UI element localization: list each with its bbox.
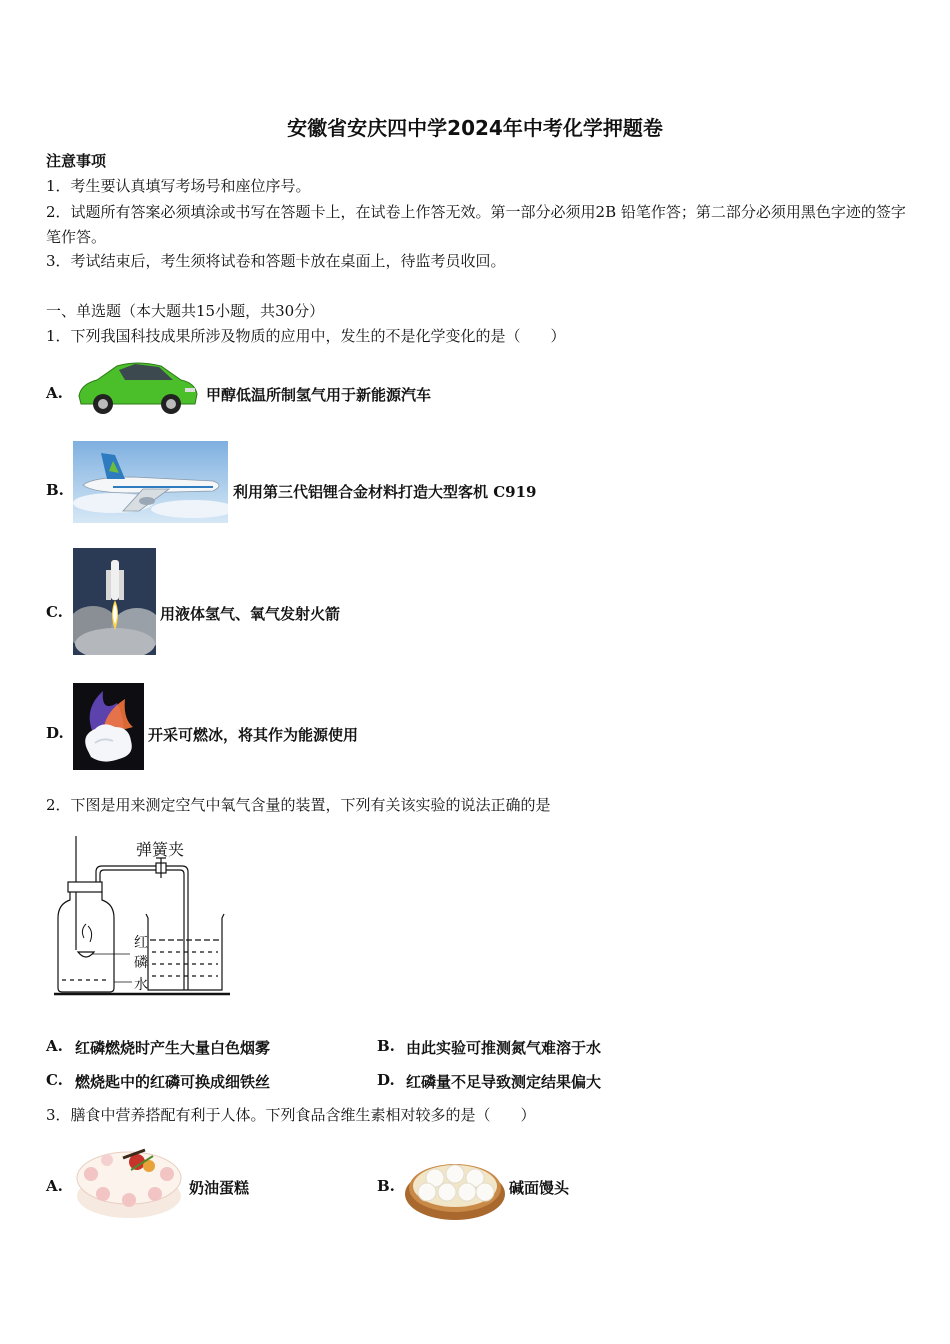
- q2-option-c-letter: C.: [46, 1071, 63, 1089]
- rocket-launch-image: [73, 548, 156, 655]
- cream-cake-image: [73, 1136, 186, 1222]
- q2-stem: 2．下图是用来测定空气中氧气含量的装置，下列有关该实验的说法正确的是: [46, 796, 551, 814]
- water-label: 水: [134, 977, 148, 993]
- q3-option-b-text: 碱面馒头: [509, 1179, 570, 1197]
- q3-stem: 3．膳食中营养搭配有利于人体。下列食品含维生素相对较多的是（ ）: [46, 1106, 536, 1124]
- q1-option-d-letter: D.: [46, 724, 64, 742]
- notice-item-1: 1．考生要认真填写考场号和座位序号。: [46, 177, 311, 195]
- phosphorus-label-2: 磷: [134, 955, 148, 971]
- q1-option-d-text: 开采可燃冰，将其作为能源使用: [148, 726, 359, 744]
- clamp-label: 弹簧夹: [136, 840, 185, 859]
- q2-option-a-text: 红磷燃烧时产生大量白色烟雾: [75, 1039, 271, 1057]
- q1-option-c-letter: C.: [46, 603, 63, 621]
- q1-option-c-text: 用液体氢气、氧气发射火箭: [160, 605, 341, 623]
- q1-option-b-letter: B.: [46, 481, 64, 499]
- airplane-image: [73, 441, 228, 523]
- notice-item-2: 2．试题所有答案必须填涂或书写在答题卡上，在试卷上作答无效。第一部分必须用2B 铅笔作答；第二部分必须用黑色字迹的签字笔作答。: [46, 203, 906, 246]
- notice-heading: 注意事项: [46, 152, 107, 170]
- q1-option-a-letter: A.: [46, 384, 63, 402]
- q3-option-b-letter: B.: [377, 1177, 395, 1195]
- q2-option-d-text: 红磷量不足导致测定结果偏大: [406, 1073, 602, 1091]
- q1-stem: 1．下列我国科技成果所涉及物质的应用中，发生的不是化学变化的是（ ）: [46, 327, 566, 345]
- q2-option-a-letter: A.: [46, 1037, 63, 1055]
- q1-option-b-text: 利用第三代铝锂合金材料打造大型客机 C919: [233, 483, 537, 501]
- steamed-buns-image: [403, 1150, 507, 1222]
- q1-option-a-text: 甲醇低温所制氢气用于新能源汽车: [206, 386, 432, 404]
- q2-option-d-letter: D.: [377, 1071, 395, 1089]
- section-heading: 一、单选题（本大题共15小题，共30分）: [46, 302, 325, 320]
- burning-ice-image: [73, 683, 144, 770]
- q3-option-a-letter: A.: [46, 1177, 63, 1195]
- page-title: 安徽省安庆四中学2024年中考化学押题卷: [287, 116, 663, 140]
- q2-option-b-letter: B.: [377, 1037, 395, 1055]
- phosphorus-label-1: 红: [134, 935, 148, 951]
- green-car-image: [73, 358, 201, 418]
- notice-item-3: 3．考试结束后，考生须将试卷和答题卡放在桌面上，待监考员收回。: [46, 252, 506, 270]
- q2-option-b-text: 由此实验可推测氮气难溶于水: [406, 1039, 602, 1057]
- q2-option-c-text: 燃烧匙中的红磷可换成细铁丝: [75, 1073, 271, 1091]
- q3-option-a-text: 奶油蛋糕: [189, 1179, 250, 1197]
